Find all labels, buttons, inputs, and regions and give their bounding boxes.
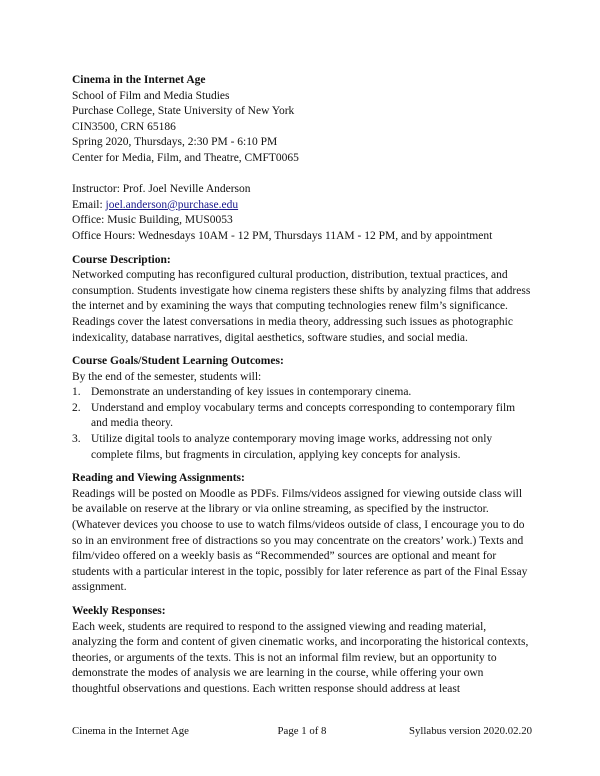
goal-text: Understand and employ vocabulary terms and concepts corresponding to contemporary film and media theory. — [91, 401, 516, 430]
college-name: Purchase College, State University of New York — [72, 105, 295, 118]
description-body: Networked computing has reconfigured cultural production, distribution, textual practices, and consumption. Students investigate how cinema registers these shifts by analyzing films that address the internet and by examining the ways that computing technologies renew film’s significance. Readings cover the latest conversations in media theory, addressing such issues as photographic indexicality, database narratives, digital aesthetics, software studies, and social media. — [72, 269, 531, 344]
responses-body: Each week, students are required to respond to the assigned viewing and reading material, analyzing the form and content of given cinematic works, and incorporating the historical contexts, theories, or arguments of the texts. This is not an informal film review, but an opportunity to demonstrate the modes of analysis we are learning in the course, while offering your own thoughtful observations and questions. Each written response should address at least — [72, 620, 529, 695]
responses-heading: Weekly Responses: — [72, 605, 166, 617]
goal-number: 1. — [72, 386, 81, 399]
goal-text: Utilize digital tools to analyze contemporary moving image works, addressing not only complete films, but fragments in circulation, applying key concepts for analysis. — [91, 433, 493, 461]
course-title: Cinema in the Internet Age — [72, 74, 206, 86]
instructor-office: Office: Music Building, MUS0053 — [72, 214, 233, 227]
goals-heading: Course Goals/Student Learning Outcomes: — [72, 355, 284, 368]
footer-course-title: Cinema in the Internet Age — [72, 725, 189, 737]
reading-body: Readings will be posted on Moodle as PDFs. Films/videos assigned for viewing outside class will be available on reserve at the library or via online streaming, as specified by the instructor. (Whatever devices you choose to use to watch films/videos outside of class, I encourage you to do so in an environment free of distractions so you may concentrate on the creators’ work.) Texts and film/video offered on a weekly basis as “Recommended” sources are optional and meant for students with a particular interest in the topic, possibly for later reference as part of the Final Essay assignment. — [72, 487, 528, 594]
goal-number: 2. — [72, 401, 81, 414]
footer-version: Syllabus version 2020.02.20 — [409, 725, 532, 737]
course-schedule: Spring 2020, Thursdays, 2:30 PM - 6:10 PM — [72, 136, 278, 149]
goal-number: 3. — [72, 433, 81, 446]
reading-section — [72, 471, 532, 596]
course-code: CIN3500, CRN 65186 — [72, 120, 176, 133]
goal-text: Demonstrate an understanding of key issues in contemporary cinema. — [91, 386, 412, 399]
course-header — [72, 73, 532, 167]
email-link[interactable]: joel.anderson@purchase.edu — [105, 198, 239, 211]
email-label: Email: — [72, 198, 106, 211]
goals-list — [72, 385, 532, 463]
instructor-info — [72, 182, 532, 244]
instructor-email-line — [72, 198, 532, 214]
course-goals-section — [72, 354, 532, 463]
office-hours: Office Hours: Wednesdays 10AM - 12 PM, Thursdays 11AM - 12 PM, and by appointment — [72, 229, 493, 242]
footer-page-number: Page 1 of 8 — [277, 725, 327, 737]
goal-item — [72, 385, 532, 401]
instructor-name: Instructor: Prof. Joel Neville Anderson — [72, 183, 251, 196]
goal-item — [72, 401, 532, 432]
reading-heading: Reading and Viewing Assignments: — [72, 472, 245, 485]
description-heading: Course Description: — [72, 253, 171, 266]
course-description-section — [72, 253, 532, 347]
page-content — [72, 73, 532, 698]
school-name: School of Film and Media Studies — [72, 89, 230, 102]
goals-intro: By the end of the semester, students will: — [72, 370, 262, 383]
responses-section — [72, 604, 532, 698]
goal-item — [72, 432, 532, 463]
course-location: Center for Media, Film, and Theatre, CMFT0065 — [72, 151, 299, 164]
